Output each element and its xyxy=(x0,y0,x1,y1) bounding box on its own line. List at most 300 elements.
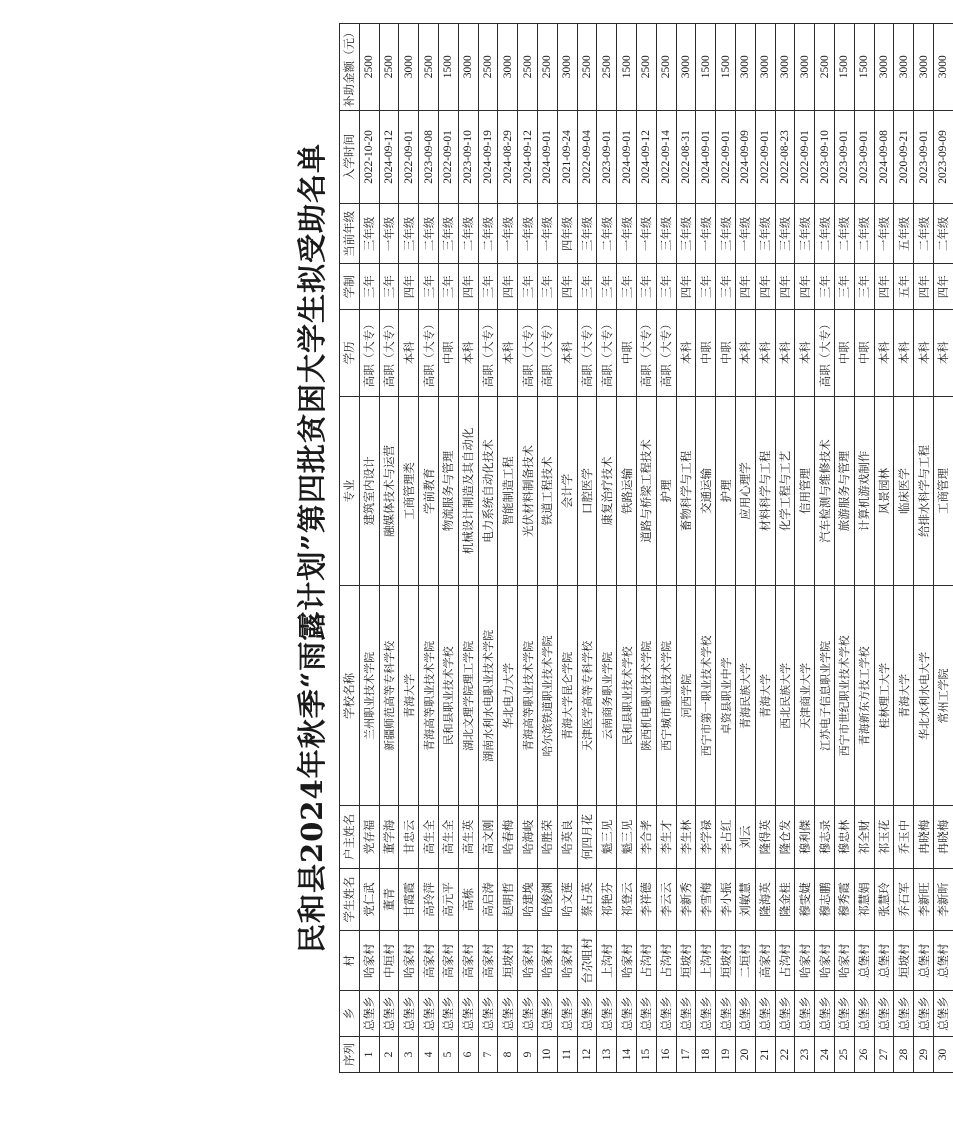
table-row xyxy=(379,24,399,1073)
cell-school: 华北水利水电大学 xyxy=(913,586,933,806)
cell-subsidy-amount: 3000 xyxy=(497,24,517,111)
cell-subsidy-amount: 3000 xyxy=(735,24,755,111)
cell-current-grade: 三年级 xyxy=(755,204,775,264)
cell-township: 总堡乡 xyxy=(735,991,755,1037)
cell-township: 总堡乡 xyxy=(834,991,854,1037)
table-row xyxy=(458,24,478,1073)
cell-school: 华北电力大学 xyxy=(497,586,517,806)
cell-enrollment-date: 2023-09-01 xyxy=(834,110,854,204)
cell-subsidy-amount: 1500 xyxy=(616,24,636,111)
cell-education: 本科 xyxy=(735,310,755,397)
cell-program-length: 四年 xyxy=(497,264,517,310)
cell-enrollment-date: 2022-10-20 xyxy=(359,110,379,204)
cell-enrollment-date: 2024-09-12 xyxy=(379,110,399,204)
cell-enrollment-date: 2022-09-04 xyxy=(577,110,597,204)
cell-major: 给排水科学与工程 xyxy=(913,396,933,586)
cell-current-grade: 三年级 xyxy=(438,204,458,264)
cell-education: 本科 xyxy=(755,310,775,397)
cell-student-name: 穆雯婕 xyxy=(794,868,814,930)
cell-program-length: 三年 xyxy=(577,264,597,310)
cell-school: 天津商业大学 xyxy=(794,586,814,806)
cell-household-head: 李占红 xyxy=(715,806,735,868)
cell-subsidy-amount: 3000 xyxy=(398,24,418,111)
cell-student-name: 李雪梅 xyxy=(695,868,715,930)
cell-program-length: 三年 xyxy=(715,264,735,310)
cell-township: 总堡乡 xyxy=(478,991,498,1037)
cell-subsidy-amount: 2500 xyxy=(379,24,399,111)
cell-program-length: 三年 xyxy=(834,264,854,310)
cell-household-head: 哈英良 xyxy=(557,806,577,868)
header-cell-household-head: 户主姓名 xyxy=(339,806,359,868)
cell-major: 智能制造工程 xyxy=(497,396,517,586)
cell-subsidy-amount: 3000 xyxy=(893,24,913,111)
cell-township: 总堡乡 xyxy=(933,991,953,1037)
cell-seq: 18 xyxy=(695,1036,715,1072)
cell-village: 高家村 xyxy=(438,931,458,991)
cell-education: 高职（大专） xyxy=(656,310,676,397)
cell-subsidy-amount: 2500 xyxy=(636,24,656,111)
cell-current-grade: 二年级 xyxy=(478,204,498,264)
cell-school: 天津医学高等专科学校 xyxy=(577,586,597,806)
cell-program-length: 三年 xyxy=(616,264,636,310)
cell-program-length: 四年 xyxy=(913,264,933,310)
cell-household-head: 穆利傑 xyxy=(794,806,814,868)
cell-village: 哈家村 xyxy=(834,931,854,991)
cell-village: 哈家村 xyxy=(557,931,577,991)
cell-student-name: 高启涛 xyxy=(478,868,498,930)
cell-village: 高家村 xyxy=(755,931,775,991)
table-row xyxy=(893,24,913,1073)
table-row xyxy=(497,24,517,1073)
cell-student-name: 李小振 xyxy=(715,868,735,930)
cell-current-grade: 三年级 xyxy=(715,204,735,264)
cell-enrollment-date: 2021-09-24 xyxy=(557,110,577,204)
cell-township: 总堡乡 xyxy=(537,991,557,1037)
cell-subsidy-amount: 2500 xyxy=(596,24,616,111)
cell-student-name: 祁艳芬 xyxy=(596,868,616,930)
cell-education: 本科 xyxy=(775,310,795,397)
cell-program-length: 四年 xyxy=(735,264,755,310)
cell-education: 本科 xyxy=(557,310,577,397)
cell-enrollment-date: 2023-09-10 xyxy=(814,110,834,204)
cell-household-head: 冉晓梅 xyxy=(913,806,933,868)
cell-household-head: 高生英 xyxy=(458,806,478,868)
cell-seq: 3 xyxy=(398,1036,418,1072)
cell-seq: 12 xyxy=(577,1036,597,1072)
cell-student-name: 李新旺 xyxy=(913,868,933,930)
cell-seq: 27 xyxy=(874,1036,894,1072)
cell-village: 高家村 xyxy=(418,931,438,991)
cell-village: 中垣村 xyxy=(379,931,399,991)
cell-village: 垣坡村 xyxy=(497,931,517,991)
cell-major: 物流服务与管理 xyxy=(438,396,458,586)
cell-village: 总堡村 xyxy=(913,931,933,991)
table-row xyxy=(715,24,735,1073)
cell-township: 总堡乡 xyxy=(379,991,399,1037)
header-cell-township: 乡 xyxy=(339,991,359,1037)
cell-student-name: 哈建堍 xyxy=(517,868,537,930)
cell-household-head: 魁三见 xyxy=(616,806,636,868)
cell-township: 总堡乡 xyxy=(616,991,636,1037)
cell-household-head: 冉晓梅 xyxy=(933,806,953,868)
cell-household-head: 董学海 xyxy=(379,806,399,868)
cell-enrollment-date: 2022-09-01 xyxy=(755,110,775,204)
cell-enrollment-date: 2023-09-01 xyxy=(854,110,874,204)
cell-student-name: 穆秀霞 xyxy=(834,868,854,930)
cell-village: 哈家村 xyxy=(794,931,814,991)
cell-education: 本科 xyxy=(874,310,894,397)
cell-enrollment-date: 2020-09-21 xyxy=(893,110,913,204)
cell-major: 畜物科学与工程 xyxy=(676,396,696,586)
cell-subsidy-amount: 2500 xyxy=(814,24,834,111)
cell-student-name: 董青 xyxy=(379,868,399,930)
cell-seq: 24 xyxy=(814,1036,834,1072)
cell-township: 总堡乡 xyxy=(695,991,715,1037)
cell-education: 本科 xyxy=(398,310,418,397)
cell-student-name: 祁慧娟 xyxy=(854,868,874,930)
cell-subsidy-amount: 1500 xyxy=(854,24,874,111)
cell-subsidy-amount: 3000 xyxy=(775,24,795,111)
cell-township: 总堡乡 xyxy=(794,991,814,1037)
cell-student-name: 甘霞霞 xyxy=(398,868,418,930)
cell-current-grade: 三年级 xyxy=(359,204,379,264)
cell-seq: 5 xyxy=(438,1036,458,1072)
table-row xyxy=(418,24,438,1073)
cell-student-name: 党仁武 xyxy=(359,868,379,930)
cell-school: 青海高等职业技术学院 xyxy=(517,586,537,806)
subsidy-roster-table xyxy=(339,23,953,1073)
cell-seq: 19 xyxy=(715,1036,735,1072)
cell-major: 光伏材料制备技术 xyxy=(517,396,537,586)
cell-education: 高职（大专） xyxy=(537,310,557,397)
cell-student-name: 祁登云 xyxy=(616,868,636,930)
cell-subsidy-amount: 1500 xyxy=(715,24,735,111)
cell-student-name: 刘敏慧 xyxy=(735,868,755,930)
cell-enrollment-date: 2022-08-23 xyxy=(775,110,795,204)
cell-major: 旅游服务与管理 xyxy=(834,396,854,586)
cell-education: 高职（大专） xyxy=(379,310,399,397)
table-row xyxy=(834,24,854,1073)
cell-school: 民和县职业技术学校 xyxy=(616,586,636,806)
table-row xyxy=(438,24,458,1073)
cell-program-length: 三年 xyxy=(596,264,616,310)
cell-major: 材料科学与工程 xyxy=(755,396,775,586)
cell-current-grade: 二年级 xyxy=(596,204,616,264)
cell-township: 总堡乡 xyxy=(775,991,795,1037)
cell-seq: 20 xyxy=(735,1036,755,1072)
cell-student-name: 李祥德 xyxy=(636,868,656,930)
header-cell-village: 村 xyxy=(339,931,359,991)
cell-education: 本科 xyxy=(893,310,913,397)
cell-current-grade: 一年级 xyxy=(695,204,715,264)
cell-current-grade: 一年级 xyxy=(874,204,894,264)
cell-household-head: 隆仓发 xyxy=(775,806,795,868)
cell-township: 总堡乡 xyxy=(854,991,874,1037)
cell-seq: 17 xyxy=(676,1036,696,1072)
cell-school: 桂林理工大学 xyxy=(874,586,894,806)
table-body xyxy=(359,24,953,1073)
cell-school: 青海高等职业技术学院 xyxy=(418,586,438,806)
cell-township: 总堡乡 xyxy=(359,991,379,1037)
cell-major: 化学工程与工艺 xyxy=(775,396,795,586)
cell-education: 中职 xyxy=(715,310,735,397)
cell-major: 工商管理类 xyxy=(398,396,418,586)
cell-major: 临床医学 xyxy=(893,396,913,586)
cell-household-head: 穆忠林 xyxy=(834,806,854,868)
cell-seq: 15 xyxy=(636,1036,656,1072)
table-row xyxy=(616,24,636,1073)
table-row xyxy=(676,24,696,1073)
header-cell-subsidy-amount: 补助金额（元） xyxy=(339,24,359,111)
cell-seq: 2 xyxy=(379,1036,399,1072)
cell-township: 总堡乡 xyxy=(517,991,537,1037)
cell-school: 常州工学院 xyxy=(933,586,953,806)
cell-program-length: 四年 xyxy=(794,264,814,310)
cell-current-grade: 二年级 xyxy=(458,204,478,264)
cell-program-length: 三年 xyxy=(636,264,656,310)
cell-school: 青海民族大学 xyxy=(735,586,755,806)
cell-current-grade: 一年级 xyxy=(636,204,656,264)
cell-household-head: 高生全 xyxy=(418,806,438,868)
header-cell-student-name: 学生姓名 xyxy=(339,868,359,930)
cell-enrollment-date: 2024-09-09 xyxy=(735,110,755,204)
cell-school: 江苏电子信息职业学院 xyxy=(814,586,834,806)
cell-school: 民和县职业技术学校 xyxy=(438,586,458,806)
cell-seq: 22 xyxy=(775,1036,795,1072)
cell-seq: 23 xyxy=(794,1036,814,1072)
cell-village: 高家村 xyxy=(458,931,478,991)
cell-village: 垣坡村 xyxy=(676,931,696,991)
cell-education: 本科 xyxy=(497,310,517,397)
cell-program-length: 四年 xyxy=(398,264,418,310)
cell-current-grade: 二年级 xyxy=(913,204,933,264)
cell-village: 上沟村 xyxy=(695,931,715,991)
cell-village: 上沟村 xyxy=(596,931,616,991)
cell-seq: 6 xyxy=(458,1036,478,1072)
cell-enrollment-date: 2022-09-01 xyxy=(438,110,458,204)
cell-education: 高职（大专） xyxy=(814,310,834,397)
cell-enrollment-date: 2023-09-01 xyxy=(913,110,933,204)
header-cell-program-length: 学制 xyxy=(339,264,359,310)
cell-seq: 10 xyxy=(537,1036,557,1072)
cell-township: 总堡乡 xyxy=(497,991,517,1037)
cell-school: 青海大学 xyxy=(893,586,913,806)
cell-township: 总堡乡 xyxy=(577,991,597,1037)
cell-enrollment-date: 2022-08-31 xyxy=(676,110,696,204)
cell-education: 中职 xyxy=(438,310,458,397)
cell-household-head: 魁三见 xyxy=(596,806,616,868)
cell-enrollment-date: 2024-09-12 xyxy=(636,110,656,204)
cell-student-name: 哈俊渊 xyxy=(537,868,557,930)
cell-enrollment-date: 2023-09-10 xyxy=(458,110,478,204)
table-row xyxy=(636,24,656,1073)
cell-village: 总堡村 xyxy=(933,931,953,991)
cell-subsidy-amount: 2500 xyxy=(517,24,537,111)
cell-enrollment-date: 2022-09-14 xyxy=(656,110,676,204)
table-row xyxy=(775,24,795,1073)
cell-village: 总堡村 xyxy=(854,931,874,991)
table-row xyxy=(557,24,577,1073)
table-row xyxy=(517,24,537,1073)
cell-program-length: 四年 xyxy=(933,264,953,310)
cell-current-grade: 三年级 xyxy=(794,204,814,264)
cell-seq: 16 xyxy=(656,1036,676,1072)
cell-enrollment-date: 2023-09-09 xyxy=(933,110,953,204)
cell-major: 风景园林 xyxy=(874,396,894,586)
cell-current-grade: 三年级 xyxy=(676,204,696,264)
cell-township: 总堡乡 xyxy=(398,991,418,1037)
cell-school: 青海大学昆仑学院 xyxy=(557,586,577,806)
cell-current-grade: 一年级 xyxy=(497,204,517,264)
cell-subsidy-amount: 1500 xyxy=(834,24,854,111)
cell-student-name: 高元平 xyxy=(438,868,458,930)
cell-education: 本科 xyxy=(794,310,814,397)
cell-current-grade: 一年级 xyxy=(616,204,636,264)
cell-school: 云南商务职业学院 xyxy=(596,586,616,806)
cell-current-grade: 二年级 xyxy=(834,204,854,264)
cell-enrollment-date: 2022-09-01 xyxy=(398,110,418,204)
table-row xyxy=(577,24,597,1073)
cell-education: 本科 xyxy=(676,310,696,397)
table-header-row xyxy=(339,24,359,1073)
cell-education: 中职 xyxy=(834,310,854,397)
table-row xyxy=(755,24,775,1073)
table-row xyxy=(874,24,894,1073)
cell-township: 总堡乡 xyxy=(755,991,775,1037)
table-row xyxy=(794,24,814,1073)
cell-student-name: 乔石军 xyxy=(893,868,913,930)
cell-household-head: 高生全 xyxy=(438,806,458,868)
cell-education: 中职 xyxy=(695,310,715,397)
cell-township: 总堡乡 xyxy=(715,991,735,1037)
cell-household-head: 祁玉花 xyxy=(874,806,894,868)
cell-township: 总堡乡 xyxy=(438,991,458,1037)
cell-enrollment-date: 2024-09-08 xyxy=(874,110,894,204)
cell-school: 陕西机电职业技术学院 xyxy=(636,586,656,806)
cell-seq: 4 xyxy=(418,1036,438,1072)
table-row xyxy=(537,24,557,1073)
cell-education: 高职（大专） xyxy=(577,310,597,397)
cell-village: 二垣村 xyxy=(735,931,755,991)
cell-village: 哈家村 xyxy=(537,931,557,991)
cell-student-name: 蔡占英 xyxy=(577,868,597,930)
cell-education: 高职（大专） xyxy=(478,310,498,397)
cell-major: 电力系统自动化技术 xyxy=(478,396,498,586)
cell-enrollment-date: 2024-09-01 xyxy=(537,110,557,204)
cell-student-name: 隆海英 xyxy=(755,868,775,930)
cell-current-grade: 二年级 xyxy=(418,204,438,264)
cell-subsidy-amount: 2500 xyxy=(537,24,557,111)
cell-education: 中职 xyxy=(854,310,874,397)
cell-current-grade: 二年级 xyxy=(854,204,874,264)
cell-major: 汽车检测与维修技术 xyxy=(814,396,834,586)
cell-major: 口腔医学 xyxy=(577,396,597,586)
cell-current-grade: 二年级 xyxy=(933,204,953,264)
cell-seq: 26 xyxy=(854,1036,874,1072)
cell-seq: 9 xyxy=(517,1036,537,1072)
table-row xyxy=(695,24,715,1073)
cell-school: 青海大学 xyxy=(755,586,775,806)
cell-enrollment-date: 2024-09-12 xyxy=(517,110,537,204)
table-row xyxy=(596,24,616,1073)
cell-village: 占沟村 xyxy=(636,931,656,991)
cell-seq: 28 xyxy=(893,1036,913,1072)
cell-program-length: 三年 xyxy=(656,264,676,310)
cell-current-grade: 三年级 xyxy=(656,204,676,264)
cell-current-grade: 一年级 xyxy=(735,204,755,264)
cell-seq: 29 xyxy=(913,1036,933,1072)
table-row xyxy=(933,24,953,1073)
table-row xyxy=(656,24,676,1073)
cell-subsidy-amount: 2500 xyxy=(359,24,379,111)
cell-major: 铁道工程技术 xyxy=(537,396,557,586)
cell-education: 高职（大专） xyxy=(636,310,656,397)
cell-enrollment-date: 2022-09-01 xyxy=(794,110,814,204)
cell-village: 高家村 xyxy=(478,931,498,991)
cell-household-head: 祁全财 xyxy=(854,806,874,868)
cell-school: 兰州职业技术学院 xyxy=(359,586,379,806)
cell-household-head: 哈海岐 xyxy=(517,806,537,868)
cell-major: 机械设计制造及其自动化 xyxy=(458,396,478,586)
cell-subsidy-amount: 2500 xyxy=(577,24,597,111)
cell-village: 哈家村 xyxy=(814,931,834,991)
cell-village: 占沟村 xyxy=(656,931,676,991)
cell-enrollment-date: 2023-09-08 xyxy=(418,110,438,204)
table-row xyxy=(814,24,834,1073)
cell-education: 中职 xyxy=(616,310,636,397)
cell-school: 青海大学 xyxy=(398,586,418,806)
cell-program-length: 五年 xyxy=(893,264,913,310)
cell-village: 哈家村 xyxy=(398,931,418,991)
cell-household-head: 李合孝 xyxy=(636,806,656,868)
cell-village: 总堡村 xyxy=(874,931,894,991)
cell-seq: 30 xyxy=(933,1036,953,1072)
cell-household-head: 哈春梅 xyxy=(497,806,517,868)
cell-program-length: 四年 xyxy=(557,264,577,310)
header-cell-current-grade: 当前年级 xyxy=(339,204,359,264)
cell-school: 哈尔滨铁道职业技术学院 xyxy=(537,586,557,806)
header-cell-education: 学历 xyxy=(339,310,359,397)
table-row xyxy=(398,24,418,1073)
cell-current-grade: 一年级 xyxy=(537,204,557,264)
cell-enrollment-date: 2024-09-01 xyxy=(695,110,715,204)
cell-household-head: 高文刚 xyxy=(478,806,498,868)
cell-subsidy-amount: 1500 xyxy=(695,24,715,111)
cell-program-length: 四年 xyxy=(458,264,478,310)
table-row xyxy=(478,24,498,1073)
cell-student-name: 李新秀 xyxy=(676,868,696,930)
cell-school: 西北民族大学 xyxy=(775,586,795,806)
cell-subsidy-amount: 2500 xyxy=(418,24,438,111)
cell-program-length: 三年 xyxy=(854,264,874,310)
cell-subsidy-amount: 2500 xyxy=(478,24,498,111)
cell-student-name: 李云云 xyxy=(656,868,676,930)
cell-township: 总堡乡 xyxy=(676,991,696,1037)
cell-township: 总堡乡 xyxy=(814,991,834,1037)
cell-household-head: 隆得英 xyxy=(755,806,775,868)
cell-program-length: 三年 xyxy=(359,264,379,310)
cell-program-length: 四年 xyxy=(676,264,696,310)
rotated-page-content xyxy=(287,23,950,1073)
cell-township: 总堡乡 xyxy=(458,991,478,1037)
cell-current-grade: 五年级 xyxy=(893,204,913,264)
cell-student-name: 李新昕 xyxy=(933,868,953,930)
cell-education: 高职（大专） xyxy=(596,310,616,397)
cell-student-name: 穆志鹏 xyxy=(814,868,834,930)
cell-major: 康复治疗技术 xyxy=(596,396,616,586)
cell-township: 总堡乡 xyxy=(893,991,913,1037)
cell-township: 总堡乡 xyxy=(874,991,894,1037)
